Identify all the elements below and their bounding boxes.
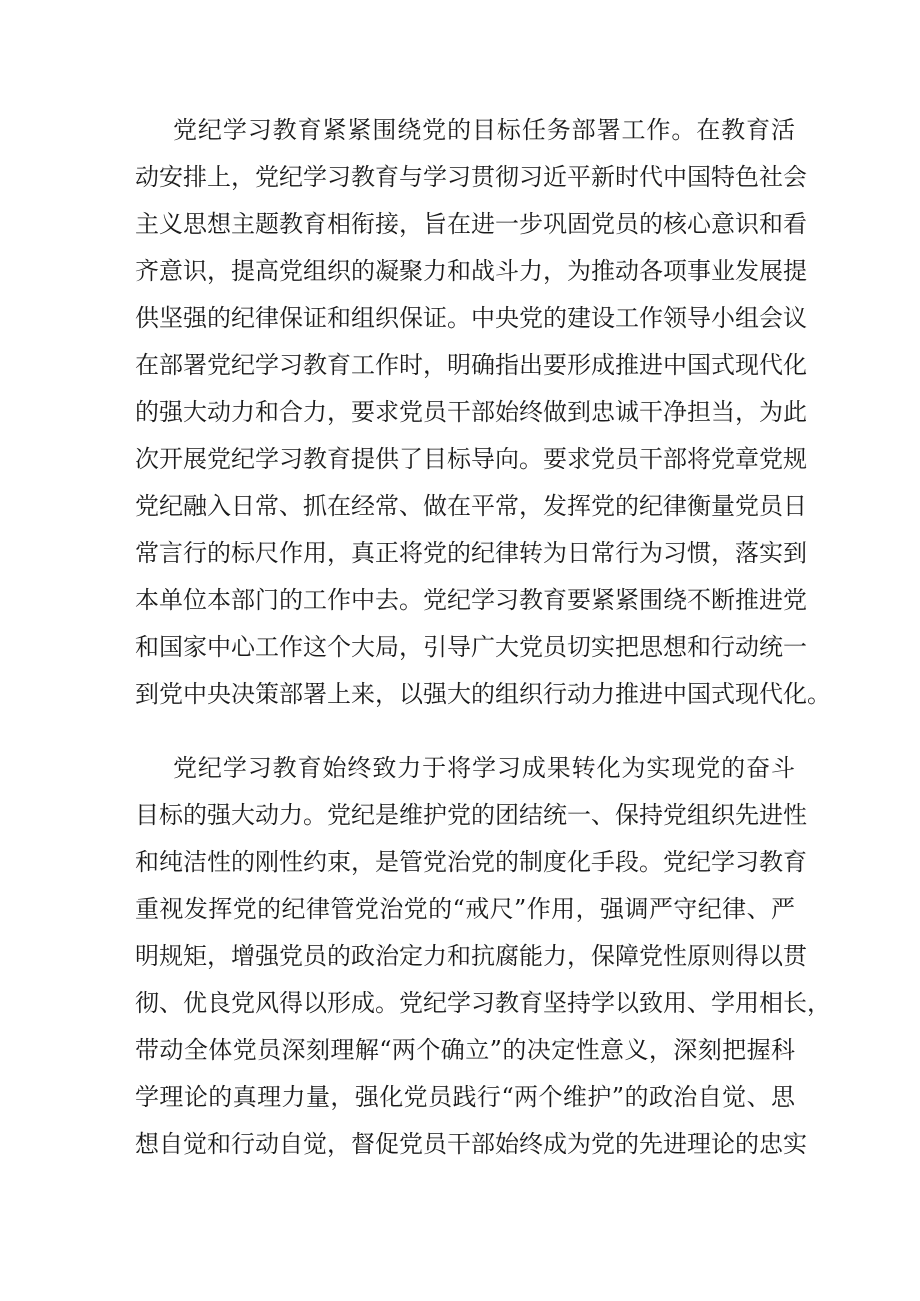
text-line: 本单位本部门的工作中去。党纪学习教育要紧紧围绕不断推进党 bbox=[135, 586, 807, 614]
text-line: 常言行的标尺作用，真正将党的纪律转为日常行为习惯，落实到 bbox=[135, 539, 807, 567]
text-line: 党纪学习教育紧紧围绕党的目标任务部署工作。在教育活 bbox=[173, 116, 795, 144]
text-line: 重视发挥党的纪律管党治党的“戒尺”作用，强调严守纪律、严 bbox=[135, 895, 795, 923]
text-line: 供坚强的纪律保证和组织保证。中央党的建设工作领导小组会议 bbox=[135, 304, 807, 332]
text-line: 明规矩，增强党员的政治定力和抗腐能力，保障党性原则得以贯 bbox=[135, 942, 807, 970]
text-line: 和纯洁性的刚性约束，是管党治党的制度化手段。党纪学习教育 bbox=[135, 848, 807, 876]
text-line: 带动全体党员深刻理解“两个确立”的决定性意义，深刻把握科 bbox=[135, 1036, 795, 1064]
text-line: 次开展党纪学习教育提供了目标导向。要求党员干部将党章党规 bbox=[135, 445, 807, 473]
text-line: 齐意识，提高党组织的凝聚力和战斗力，为推动各项事业发展提 bbox=[135, 257, 807, 285]
text-line: 在部署党纪学习教育工作时，明确指出要形成推进中国式现代化 bbox=[135, 351, 807, 379]
text-line: 彻、优良党风得以形成。党纪学习教育坚持学以致用、学用相长， bbox=[135, 989, 831, 1017]
text-line: 党纪学习教育始终致力于将学习成果转化为实现党的奋斗 bbox=[173, 754, 795, 782]
text-line: 想自觉和行动自觉，督促党员干部始终成为党的先进理论的忠实 bbox=[135, 1130, 807, 1158]
text-line: 目标的强大动力。党纪是维护党的团结统一、保持党组织先进性 bbox=[135, 801, 807, 829]
text-line: 到党中央决策部署上来，以强大的组织行动力推进中国式现代化。 bbox=[135, 680, 831, 708]
text-line: 学理论的真理力量，强化党员践行“两个维护”的政治自觉、思 bbox=[135, 1083, 795, 1111]
text-line: 动安排上，党纪学习教育与学习贯彻习近平新时代中国特色社会 bbox=[135, 163, 807, 191]
text-line: 的强大动力和合力，要求党员干部始终做到忠诚干净担当，为此 bbox=[135, 398, 807, 426]
text-line: 和国家中心工作这个大局，引导广大党员切实把思想和行动统一 bbox=[135, 633, 807, 661]
text-line: 主义思想主题教育相衔接，旨在进一步巩固党员的核心意识和看 bbox=[135, 210, 807, 238]
text-line: 党纪融入日常、抓在经常、做在平常，发挥党的纪律衡量党员日 bbox=[135, 492, 807, 520]
